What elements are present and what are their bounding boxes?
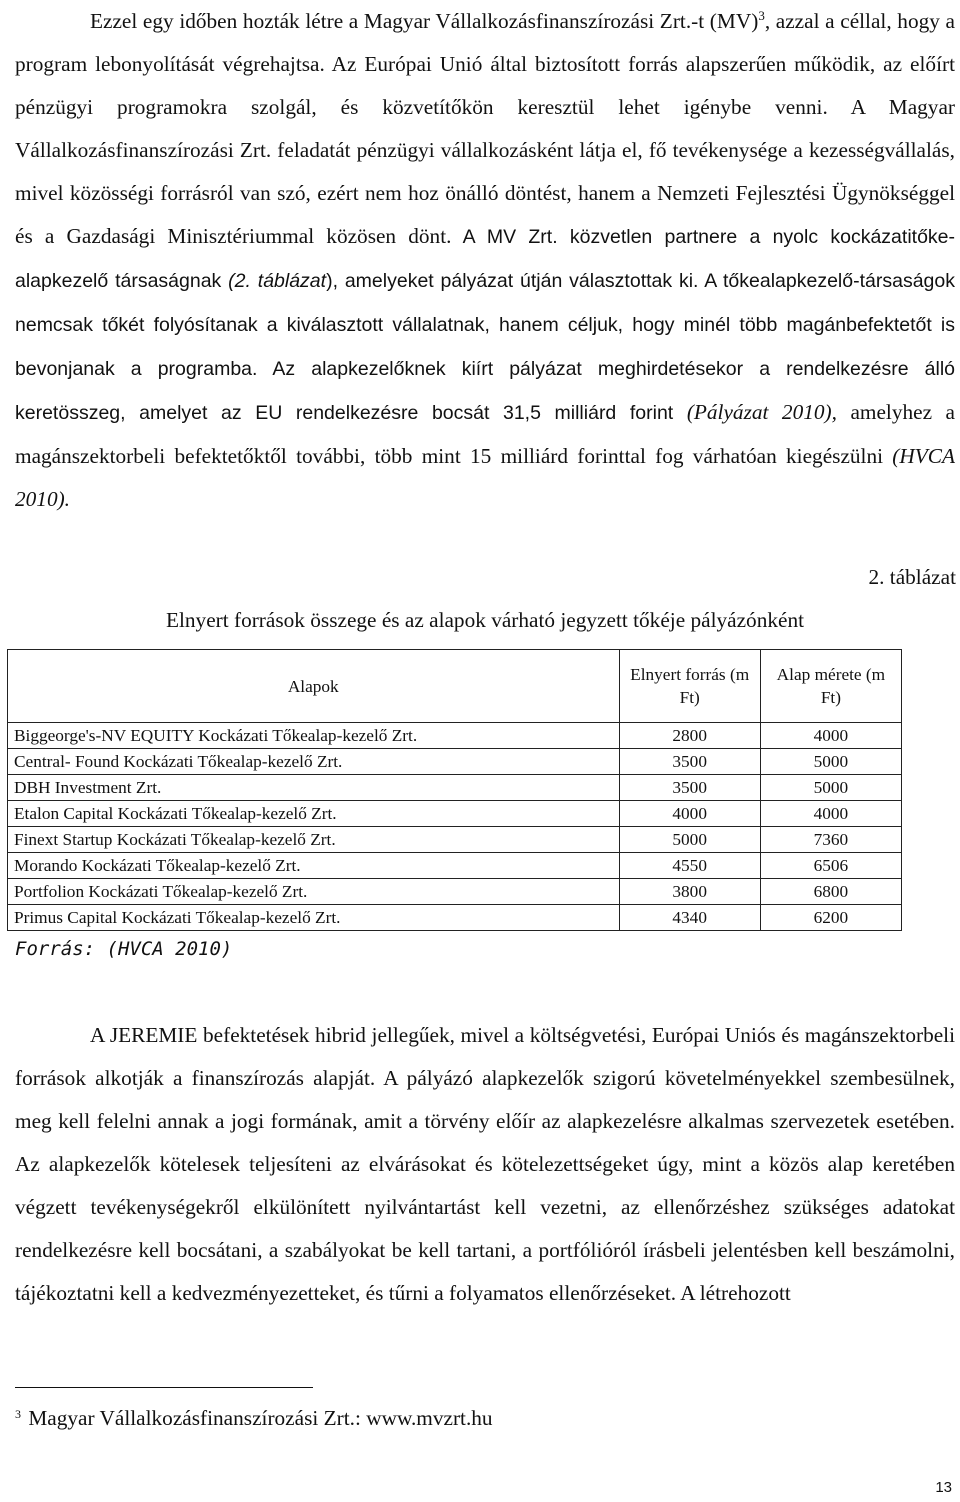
footnote-text: Magyar Vállalkozásfinanszírozási Zrt.: www.mvzrt.hu xyxy=(28,1406,493,1430)
paragraph-text: A MV Zrt. közvetlen partnere a nyolc kockázatitőke-alapkezelő társaságnak xyxy=(15,226,955,292)
fund-size-cell: 7360 xyxy=(760,827,901,853)
paragraph-text: amelyhez a magánszektorbeli befektetőktől további, több mint 15 milliárd forinttal fog várhatóan kiegészülni xyxy=(15,400,955,468)
table-row xyxy=(8,853,902,879)
table-number-label: 2. táblázat xyxy=(868,565,956,589)
table-row xyxy=(8,723,902,749)
fund-name-cell: Primus Capital Kockázati Tőkealap-kezelő Zrt. xyxy=(8,905,620,931)
citation: (Pályázat 2010), xyxy=(686,400,837,424)
raised-cell: 4000 xyxy=(619,801,760,827)
table-row xyxy=(8,749,902,775)
table-reference: (2. táblázat xyxy=(228,270,327,292)
raised-cell: 5000 xyxy=(619,827,760,853)
fund-size-cell: 6506 xyxy=(760,853,901,879)
body-paragraph-2 xyxy=(15,1014,955,1315)
header-raised: Elnyert forrás (m Ft) xyxy=(619,650,760,723)
fund-name-cell: Finext Startup Kockázati Tőkealap-kezelő Zrt. xyxy=(8,827,620,853)
raised-cell: 4340 xyxy=(619,905,760,931)
fund-name-cell: Portfolion Kockázati Tőkealap-kezelő Zrt. xyxy=(8,879,620,905)
fund-size-cell: 5000 xyxy=(760,749,901,775)
footnote xyxy=(15,1404,493,1432)
fund-name-cell: Central- Found Kockázati Tőkealap-kezelő Zrt. xyxy=(8,749,620,775)
raised-cell: 3800 xyxy=(619,879,760,905)
page-number: 13 xyxy=(935,1479,952,1496)
header-fund-size: Alap mérete (m Ft) xyxy=(760,650,901,723)
footnote-marker: 3 xyxy=(15,1407,21,1421)
paragraph-text: ), amelyeket pályázat útján választottak ki. A tőkealapkezelő-társaságok nemcsak tőkét folyósítanak a kiválasztott vállalatnak, hanem céljuk, hogy minél több magánbefektetőt is bevonjanak a programba. Az alapkezelőknek kiírt pályázat meghirdetésekor a rendelkezésre álló keretösszeg, amelyet az EU rendelkezésre bocsát 31,5 milliárd forint xyxy=(15,270,955,424)
fund-name-cell: Biggeorge's-NV EQUITY Kockázati Tőkealap-kezelő Zrt. xyxy=(8,723,620,749)
table-title: Elnyert források összege és az alapok várható jegyzett tőkéje pályázónként xyxy=(165,608,805,632)
raised-cell: 3500 xyxy=(619,749,760,775)
table-row xyxy=(8,905,902,931)
paragraph-text: , azzal a céllal, hogy a program lebonyolítását végrehajtsa. Az Európai Unió által biztosított forrás alapszerűen működik, az előírt pénzügyi programokra szolgál, és közvetítőkön keresztül lehet igénybe venni. A Magyar Vállalkozásfinanszírozási Zrt. feladatát pénzügyi vállalkozásként látja el, fő tevékenysége a kezességvállalás, mivel közösségi forrásról van szó, ezért nem hoz önálló döntést, hanem a Nemzeti Fejlesztési Ügynökséggel és a Gazdasági Minisztériummal közösen dönt. xyxy=(15,9,955,248)
table-source: Forrás: (HVCA 2010) xyxy=(15,938,233,960)
fund-size-cell: 6800 xyxy=(760,879,901,905)
raised-cell: 3500 xyxy=(619,775,760,801)
citation: (HVCA 2010). xyxy=(15,444,955,511)
footnote-reference: 3 xyxy=(758,8,765,23)
funds-table xyxy=(7,649,902,931)
table-row xyxy=(8,827,902,853)
footnote-divider xyxy=(15,1387,313,1388)
table-row xyxy=(8,801,902,827)
fund-name-cell: Morando Kockázati Tőkealap-kezelő Zrt. xyxy=(8,853,620,879)
fund-size-cell: 5000 xyxy=(760,775,901,801)
fund-name-cell: Etalon Capital Kockázati Tőkealap-kezelő Zrt. xyxy=(8,801,620,827)
header-funds: Alapok xyxy=(8,650,620,723)
body-paragraph-1 xyxy=(15,0,955,521)
raised-cell: 4550 xyxy=(619,853,760,879)
table-row xyxy=(8,879,902,905)
raised-cell: 2800 xyxy=(619,723,760,749)
fund-size-cell: 4000 xyxy=(760,723,901,749)
fund-size-cell: 6200 xyxy=(760,905,901,931)
paragraph-text: Ezzel egy időben hozták létre a Magyar Vállalkozásfinanszírozási Zrt.-t (MV) xyxy=(90,9,759,33)
table-header-row xyxy=(8,650,902,723)
paragraph-text: A JEREMIE befektetések hibrid jellegűek, mivel a költségvetési, Európai Uniós és magánszektorbeli források alkotják a finanszírozás alapját. A pályázó alapkezelők szigorú követelményekkel szembesülnek, meg kell felelni annak a jogi formának, amit a törvény előír az alapkezelésre alkalmas szervezetek esetében. Az alapkezelők kötelesek teljesíteni az elvárásokat és kötelezettségeket úgy, mint a közös alap keretében végzett tevékenységekről elkülönített nyilvántartást kell vezetni, az ellenőrzéshez szükséges adatokat rendelkezésre kell bocsátani, a szabályokat be kell tartani, a portfólióról írásbeli jelentésben kell beszámolni, tájékoztatni kell a kedvezményezetteket, és tűrni a folyamatos ellenőrzéseket. A létrehozott xyxy=(15,1023,955,1305)
fund-size-cell: 4000 xyxy=(760,801,901,827)
table-row xyxy=(8,775,902,801)
fund-name-cell: DBH Investment Zrt. xyxy=(8,775,620,801)
